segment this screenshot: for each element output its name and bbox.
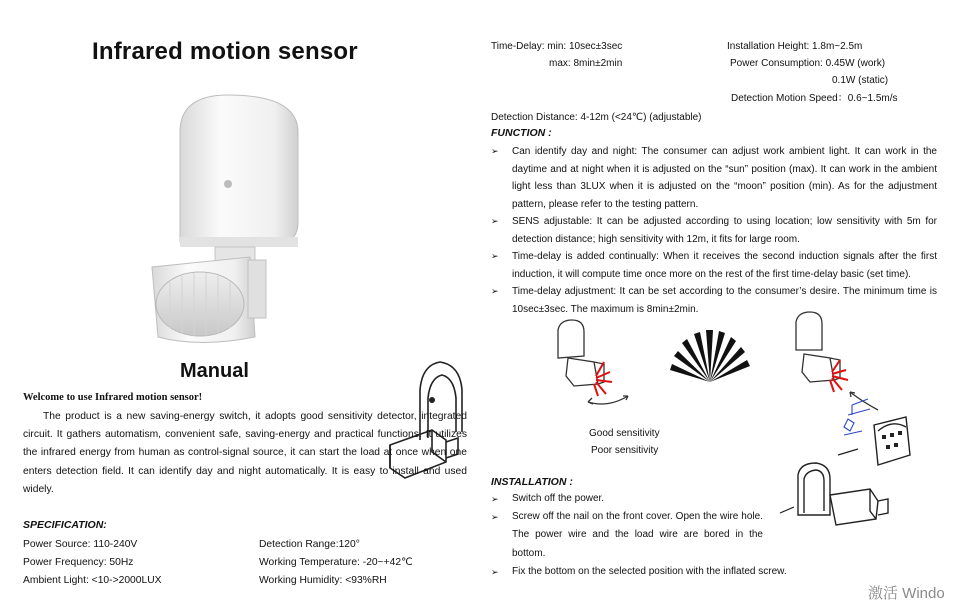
activation-watermark: 激活 Windo: [868, 585, 945, 602]
poor-sensitivity-label: Poor sensitivity: [591, 445, 659, 456]
spec-time-delay-max: max: 8min±2min: [549, 58, 623, 69]
spec-ambient-light: Ambient Light: <10->2000LUX: [23, 575, 162, 586]
spec-working-temperature: Working Temperature: -20~+42℃: [259, 557, 413, 568]
spec-installation-height: Installation Height: 1.8m~2.5m: [727, 41, 863, 52]
good-sensitivity-diagram: [548, 318, 648, 413]
spec-detection-distance: Detection Distance: 4-12m (<24℃) (adjustable): [491, 112, 702, 123]
bullet-arrow-icon: ➢: [491, 512, 499, 523]
spec-left-column: [23, 536, 162, 590]
spec-power-frequency: Power Frequency: 50Hz: [23, 557, 134, 568]
list-item: ➢ Time-delay is added continually: When it receives the second induction signals after the first induction, it will compute time once more on the rest of the first time-delay basic (set time).: [491, 248, 937, 283]
spec-power-consumption: Power Consumption: 0.45W (work): [730, 58, 886, 69]
manual-heading: Manual: [180, 360, 249, 382]
spec-right-column: [259, 536, 413, 590]
page-title: Infrared motion sensor: [92, 38, 358, 65]
bullet-arrow-icon: ➢: [491, 251, 499, 261]
spec-detection-speed: Detection Motion Speed：0.6~1.5m/s: [731, 93, 898, 104]
list-item: ➢ Fix the bottom on the selected position with the inflated screw.: [491, 563, 832, 581]
bullet-arrow-icon: ➢: [491, 146, 499, 156]
spec-power-source: Power Source: 110-240V: [23, 539, 138, 550]
function-list: [491, 143, 937, 318]
list-item: ➢ Switch off the power.: [491, 490, 763, 508]
list-item: ➢ Can identify day and night: The consumer can adjust work ambient light. It can work in the daytime and at night when it is adjusted on the “sun” position (max). It can work in the ambient light less than 3LUX when it is adjusted on the “moon” position (min). As for the adjustment pattern, please refer to the testing pattern.: [491, 143, 937, 213]
installation-diagram: [778, 395, 928, 535]
installation-list: [491, 490, 787, 581]
intro-paragraph: [23, 408, 467, 499]
list-item: ➢ SENS adjustable: It can be adjusted according to using location; low sensitivity with 5m for detection distance; high sensitivity with 12m, it fits for large room.: [491, 213, 937, 248]
spec-working-humidity: Working Humidity: <93%RH: [259, 575, 387, 586]
list-item: ➢ Time-delay adjustment: It can be set according to the consumer’s desire. The minimum time is 10sec±3sec. The maximum is 8min±2min.: [491, 283, 937, 318]
spec-time-delay: Time-Delay: min: 10sec±3sec: [491, 41, 623, 52]
spec-detection-range: Detection Range:120°: [259, 539, 360, 550]
list-item: ➢ Screw off the nail on the front cover. Open the wire hole. The power wire and the load wire are bored in the bottom.: [491, 508, 763, 563]
bullet-arrow-icon: ➢: [491, 494, 499, 504]
welcome-line: Welcome to use Infrared motion sensor!: [23, 392, 203, 403]
spec-power-static: 0.1W (static): [832, 75, 889, 86]
good-sensitivity-label: Good sensitivity: [589, 428, 660, 439]
function-heading: FUNCTION :: [491, 127, 552, 139]
bullet-arrow-icon: ➢: [491, 566, 499, 577]
bullet-arrow-icon: ➢: [491, 286, 499, 296]
specification-heading: SPECIFICATION:: [23, 519, 107, 531]
detection-fan-diagram: [668, 330, 753, 385]
intro-text: The product is a new saving-energy switch, it adopts good sensitivity detector, integrated circuit. It gathers automatism, convenient safe, saving-energy and practical functions. It utilizes the infrared energy from human as control-signal source, it can start the load at once when one enters detection field. It can identify day and night automatically. It is easy to install and used widely.: [23, 411, 467, 495]
installation-heading: INSTALLATION :: [491, 476, 573, 488]
sensitivity-labels: [589, 425, 660, 459]
product-photo: [140, 92, 315, 352]
bullet-arrow-icon: ➢: [491, 216, 499, 226]
